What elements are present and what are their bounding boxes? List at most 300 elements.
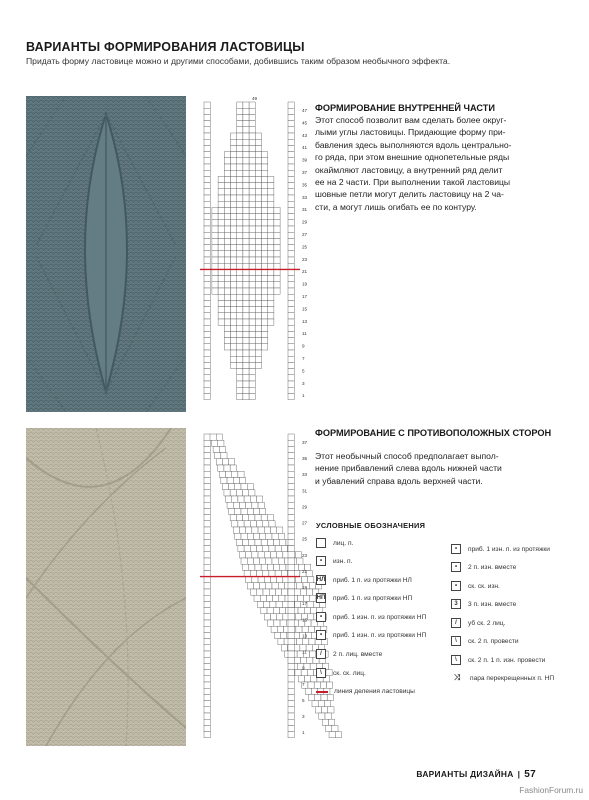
chart-cell bbox=[288, 465, 294, 471]
chart-cell bbox=[204, 164, 210, 170]
chart-cell bbox=[249, 226, 255, 232]
chart-cell bbox=[224, 195, 230, 201]
chart-cell bbox=[204, 446, 210, 452]
chart-cell bbox=[204, 657, 210, 663]
chart-cell bbox=[274, 214, 280, 220]
chart-cell bbox=[233, 477, 239, 483]
chart-cell bbox=[246, 577, 252, 583]
chart-cell bbox=[237, 189, 243, 195]
row-number: 5 bbox=[302, 368, 305, 374]
chart-cell bbox=[315, 707, 321, 713]
chart-cell bbox=[288, 570, 294, 576]
chart-cell bbox=[255, 362, 261, 368]
chart-cell bbox=[243, 288, 249, 294]
chart-cell bbox=[247, 583, 253, 589]
chart-cell bbox=[238, 546, 244, 552]
chart-cell bbox=[204, 201, 210, 207]
chart-cell bbox=[204, 375, 210, 381]
chart-cell bbox=[268, 251, 274, 257]
chart-cell bbox=[204, 381, 210, 387]
legend-item: НЛ приб. 1 п. из протяжки НЛ bbox=[316, 576, 412, 584]
chart-cell bbox=[237, 220, 243, 226]
chart-cell bbox=[318, 701, 324, 707]
chart-cell bbox=[231, 158, 237, 164]
chart-cell bbox=[255, 282, 261, 288]
chart-cell bbox=[249, 220, 255, 226]
chart-cell bbox=[204, 170, 210, 176]
section-body-opposite: Этот необычный способ предполагает выпол- нение прибавлений слева вдоль нижней части и убавлений справа вдоль верхней части. bbox=[315, 451, 502, 486]
chart-cell bbox=[243, 127, 249, 133]
footer-separator: | bbox=[517, 769, 521, 779]
chart-cell bbox=[237, 176, 243, 182]
chart-cell bbox=[237, 108, 243, 114]
chart-cell bbox=[264, 577, 270, 583]
chart-cell bbox=[260, 583, 266, 589]
chart-cell bbox=[308, 577, 314, 583]
chart-cell bbox=[237, 183, 243, 189]
row-number: 47 bbox=[302, 108, 308, 113]
chart-cell bbox=[262, 294, 268, 300]
page-footer bbox=[416, 769, 536, 780]
slip-purl-symbol: \ bbox=[451, 655, 461, 665]
chart-cell bbox=[294, 570, 300, 576]
chart-cell bbox=[204, 608, 210, 614]
chart-cell bbox=[305, 688, 311, 694]
chart-cell bbox=[224, 226, 230, 232]
row-number: 19 bbox=[302, 585, 308, 591]
chart-cell bbox=[275, 589, 281, 595]
chart-cell bbox=[224, 300, 230, 306]
chart-cell bbox=[268, 294, 274, 300]
chart-cell bbox=[249, 325, 255, 331]
chart-cell bbox=[255, 319, 261, 325]
chart-cell bbox=[288, 226, 294, 232]
chart-cell bbox=[243, 102, 249, 108]
chart-cell bbox=[268, 195, 274, 201]
chart-cell bbox=[204, 183, 210, 189]
chart-cell bbox=[263, 546, 269, 552]
chart-cell bbox=[281, 645, 287, 651]
chart-cell bbox=[224, 307, 230, 313]
chart-cell bbox=[272, 558, 278, 564]
chart-cell bbox=[237, 232, 243, 238]
chart-cell bbox=[288, 477, 294, 483]
knitted-gusset-photo-beige bbox=[26, 428, 186, 746]
chart-cell bbox=[224, 251, 230, 257]
row-number: 15 bbox=[302, 306, 308, 312]
chart-cell bbox=[236, 490, 242, 496]
chart-cell bbox=[237, 319, 243, 325]
chart-cell bbox=[268, 269, 274, 275]
chart-cell bbox=[237, 387, 243, 393]
legend-item: • приб. 1 изн. п. из протяжки НП bbox=[316, 612, 426, 622]
purl-increase-symbol: • bbox=[316, 612, 326, 622]
chart-cell bbox=[288, 139, 294, 145]
chart-cell bbox=[249, 245, 255, 251]
chart-cell bbox=[237, 393, 243, 399]
chart-cell bbox=[274, 620, 280, 626]
chart-cell bbox=[219, 471, 225, 477]
chart-cell bbox=[243, 313, 249, 319]
knit-stitch-symbol bbox=[316, 538, 326, 548]
chart-cell bbox=[243, 539, 249, 545]
chart-cell bbox=[212, 207, 218, 213]
chart-cell bbox=[294, 589, 300, 595]
chart-cell bbox=[269, 546, 275, 552]
p3tog-symbol: 3 bbox=[451, 599, 461, 609]
chart-cell bbox=[308, 626, 314, 632]
chart-cell bbox=[255, 238, 261, 244]
chart-cell bbox=[255, 226, 261, 232]
chart-cell bbox=[262, 232, 268, 238]
chart-cell bbox=[204, 539, 210, 545]
chart-cell bbox=[231, 257, 237, 263]
chart-cell bbox=[257, 521, 263, 527]
chart-cell bbox=[249, 490, 255, 496]
chart-cell bbox=[308, 682, 314, 688]
chart-cell bbox=[288, 564, 294, 570]
row-number: 35 bbox=[302, 456, 308, 462]
chart-cell bbox=[246, 552, 252, 558]
chart-cell bbox=[218, 245, 224, 251]
chart-cell bbox=[288, 632, 294, 638]
chart-cell bbox=[262, 164, 268, 170]
chart-cell bbox=[204, 251, 210, 257]
chart-cell bbox=[231, 362, 237, 368]
chart-cell bbox=[274, 226, 280, 232]
chart-cell bbox=[218, 195, 224, 201]
chart-cell bbox=[243, 375, 249, 381]
chart-cell bbox=[288, 245, 294, 251]
chart-cell bbox=[288, 257, 294, 263]
chart-cell bbox=[243, 564, 249, 570]
chart-cell bbox=[282, 589, 288, 595]
chart-cell bbox=[249, 170, 255, 176]
legend-title: УСЛОВНЫЕ ОБОЗНАЧЕНИЯ bbox=[316, 521, 426, 530]
chart-cell bbox=[262, 245, 268, 251]
chart-cell bbox=[322, 719, 328, 725]
chart-cell bbox=[224, 207, 230, 213]
chart-cell bbox=[274, 251, 280, 257]
chart-cell bbox=[322, 707, 328, 713]
chart-cell bbox=[224, 490, 230, 496]
chart-cell bbox=[288, 459, 294, 465]
chart-cell bbox=[231, 238, 237, 244]
chart-cell bbox=[237, 201, 243, 207]
chart-cell bbox=[204, 189, 210, 195]
chart-cell bbox=[243, 319, 249, 325]
section-title-inner: ФОРМИРОВАНИЕ ВНУТРЕННЕЙ ЧАСТИ bbox=[315, 103, 496, 113]
chart-cell bbox=[255, 158, 261, 164]
chart-cell bbox=[288, 201, 294, 207]
increase-right-symbol: НП bbox=[316, 595, 326, 601]
chart-cell bbox=[246, 502, 252, 508]
chart-cell bbox=[306, 589, 312, 595]
chart-cell bbox=[250, 546, 256, 552]
chart-cell bbox=[212, 440, 218, 446]
chart-cell bbox=[219, 446, 225, 452]
chart-cell bbox=[268, 276, 274, 282]
chart-cell bbox=[288, 719, 294, 725]
chart-cell bbox=[325, 713, 331, 719]
chart-cell bbox=[258, 552, 264, 558]
chart-cell bbox=[249, 369, 255, 375]
chart-cell bbox=[288, 127, 294, 133]
chart-cell bbox=[288, 713, 294, 719]
chart-cell bbox=[229, 484, 235, 490]
chart-cell bbox=[288, 558, 294, 564]
purl-increase-symbol: • bbox=[316, 630, 326, 640]
chart-cell bbox=[218, 214, 224, 220]
chart-cell bbox=[257, 496, 263, 502]
chart-cell bbox=[326, 725, 332, 731]
p2tog-symbol: • bbox=[451, 562, 461, 572]
chart-cell bbox=[212, 220, 218, 226]
chart-cell bbox=[249, 276, 255, 282]
chart-cell bbox=[243, 325, 249, 331]
chart-cell bbox=[268, 257, 274, 263]
chart-cell bbox=[243, 139, 249, 145]
chart-cell bbox=[204, 350, 210, 356]
chart-cell bbox=[218, 263, 224, 269]
chart-cell bbox=[235, 508, 241, 514]
legend-item: / уб ск. 2 лиц. bbox=[451, 618, 505, 628]
chart-cell bbox=[255, 164, 261, 170]
chart-cell bbox=[288, 195, 294, 201]
chart-cell bbox=[252, 552, 258, 558]
chart-cell bbox=[288, 238, 294, 244]
chart-cell bbox=[231, 307, 237, 313]
chart-cell bbox=[231, 226, 237, 232]
chart-cell bbox=[231, 152, 237, 158]
chart-cell bbox=[288, 369, 294, 375]
chart-cell bbox=[243, 257, 249, 263]
chart-cell bbox=[247, 533, 253, 539]
chart-cell bbox=[255, 257, 261, 263]
chart-cell bbox=[295, 552, 301, 558]
chart-cell bbox=[288, 645, 294, 651]
chart-cell bbox=[204, 133, 210, 139]
chart-cell bbox=[249, 257, 255, 263]
chart-cell bbox=[249, 238, 255, 244]
chart-cell bbox=[288, 502, 294, 508]
chart-cell bbox=[262, 300, 268, 306]
chart-cell bbox=[288, 701, 294, 707]
chart-cell bbox=[288, 300, 294, 306]
chart-cell bbox=[204, 521, 210, 527]
chart-cell bbox=[243, 158, 249, 164]
chart-cell bbox=[277, 527, 283, 533]
chart-cell bbox=[268, 238, 274, 244]
chart-cell bbox=[281, 632, 287, 638]
chart-cell bbox=[204, 369, 210, 375]
chart-cell bbox=[281, 546, 287, 552]
chart-cell bbox=[222, 484, 228, 490]
chart-cell bbox=[288, 276, 294, 282]
chart-cell bbox=[268, 620, 274, 626]
chart-cell bbox=[247, 484, 253, 490]
chart-cell bbox=[255, 189, 261, 195]
chart-cell bbox=[237, 344, 243, 350]
chart-cell bbox=[270, 614, 276, 620]
legend-item: • ск. ск. изн. bbox=[451, 581, 500, 591]
chart-cell bbox=[295, 601, 301, 607]
chart-cell bbox=[243, 238, 249, 244]
chart-cell bbox=[231, 214, 237, 220]
chart-cell bbox=[224, 189, 230, 195]
section-body-inner: Этот способ позволит вам сделать более округ- лыми углы ластовицы. Придающие форму при- бавления здесь выполняются вдоль центрально- го ряда, при этом внешние однопетельные ряды окаймляют ластовицу, а внутренний ряд делит ее на 2 части. При выполнении такой ластовицы шовные петли могут делить ластовицу на 2 ча- сти, а могут лишь огибать ее по контуру. bbox=[315, 115, 512, 212]
chart-cell bbox=[212, 263, 218, 269]
chart-cell bbox=[250, 521, 256, 527]
chart-cell bbox=[231, 133, 237, 139]
chart-cell bbox=[235, 533, 241, 539]
increase-left-symbol: НЛ bbox=[316, 577, 326, 583]
chart-cell bbox=[264, 552, 270, 558]
chart-cell bbox=[237, 257, 243, 263]
chart-cell bbox=[243, 232, 249, 238]
chart-cell bbox=[241, 558, 247, 564]
slip-two-symbol: \ bbox=[451, 636, 461, 646]
chart-cell bbox=[243, 108, 249, 114]
chart-cell bbox=[324, 701, 330, 707]
chart-cell bbox=[204, 307, 210, 313]
row-number: 49 bbox=[252, 96, 258, 101]
chart-cell bbox=[268, 288, 274, 294]
chart-cell bbox=[204, 632, 210, 638]
chart-cell bbox=[243, 369, 249, 375]
chart-cell bbox=[288, 471, 294, 477]
chart-cell bbox=[204, 570, 210, 576]
chart-cell bbox=[204, 732, 210, 738]
row-number: 13 bbox=[302, 633, 308, 639]
chart-cell bbox=[249, 344, 255, 350]
chart-cell bbox=[237, 121, 243, 127]
chart-cell bbox=[243, 145, 249, 151]
chart-cell bbox=[288, 114, 294, 120]
chart-cell bbox=[327, 694, 333, 700]
chart-cell bbox=[204, 558, 210, 564]
legend-item: НП приб. 1 п. из протяжки НП bbox=[316, 594, 413, 602]
chart-cell bbox=[218, 226, 224, 232]
chart-cell bbox=[274, 257, 280, 263]
chart-cell bbox=[227, 477, 233, 483]
chart-cell bbox=[288, 170, 294, 176]
chart-cell bbox=[241, 533, 247, 539]
chart-cell bbox=[303, 639, 309, 645]
chart-cell bbox=[221, 477, 227, 483]
chart-cell bbox=[281, 570, 287, 576]
chart-cell bbox=[288, 670, 294, 676]
chart-cell bbox=[204, 294, 210, 300]
chart-cell bbox=[224, 331, 230, 337]
chart-cell bbox=[231, 319, 237, 325]
chart-cell bbox=[288, 251, 294, 257]
row-number: 27 bbox=[302, 520, 308, 526]
chart-cell bbox=[221, 453, 227, 459]
chart-cell bbox=[277, 626, 283, 632]
chart-cell bbox=[288, 220, 294, 226]
chart-cell bbox=[231, 263, 237, 269]
chart-cell bbox=[212, 245, 218, 251]
row-number: 25 bbox=[302, 244, 308, 250]
chart-cell bbox=[231, 164, 237, 170]
chart-cell bbox=[280, 564, 286, 570]
chart-cell bbox=[237, 251, 243, 257]
chart-cell bbox=[243, 282, 249, 288]
chart-cell bbox=[224, 176, 230, 182]
chart-cell bbox=[307, 657, 313, 663]
chart-cell bbox=[249, 251, 255, 257]
chart-cell bbox=[288, 515, 294, 521]
chart-cell bbox=[218, 220, 224, 226]
chart-cell bbox=[243, 515, 249, 521]
chart-cell bbox=[274, 288, 280, 294]
chart-cell bbox=[252, 502, 258, 508]
chart-cell bbox=[288, 620, 294, 626]
legend-item: лиц. п. bbox=[316, 538, 353, 548]
chart-cell bbox=[262, 226, 268, 232]
chart-cell bbox=[253, 533, 259, 539]
chart-cell bbox=[224, 164, 230, 170]
chart-cell bbox=[296, 626, 302, 632]
chart-cell bbox=[288, 164, 294, 170]
chart-cell bbox=[237, 207, 243, 213]
chart-cell bbox=[288, 440, 294, 446]
chart-cell bbox=[268, 245, 274, 251]
legend-item: • приб. 1 изн. п. из протяжки НП bbox=[316, 630, 426, 640]
chart-cell bbox=[269, 521, 275, 527]
chart-cell bbox=[237, 145, 243, 151]
chart-cell bbox=[288, 595, 294, 601]
chart-cell bbox=[294, 657, 300, 663]
chart-cell bbox=[249, 114, 255, 120]
chart-cell bbox=[272, 583, 278, 589]
chart-cell bbox=[226, 496, 232, 502]
chart-cell bbox=[255, 145, 261, 151]
row-number: 39 bbox=[302, 157, 308, 163]
chart-cell bbox=[249, 282, 255, 288]
chart-cell bbox=[204, 626, 210, 632]
chart-cell bbox=[273, 595, 279, 601]
chart-cell bbox=[288, 102, 294, 108]
chart-cell bbox=[204, 601, 210, 607]
chart-cell bbox=[224, 269, 230, 275]
chart-cell bbox=[250, 570, 256, 576]
chart-cell bbox=[249, 158, 255, 164]
chart-cell bbox=[204, 515, 210, 521]
chart-cell bbox=[268, 220, 274, 226]
chart-cell bbox=[247, 508, 253, 514]
chart-cell bbox=[319, 713, 325, 719]
row-number: 5 bbox=[302, 697, 305, 703]
chart-cell bbox=[224, 319, 230, 325]
chart-cell bbox=[288, 533, 294, 539]
chart-cell bbox=[237, 102, 243, 108]
chart-cell bbox=[268, 282, 274, 288]
chart-cell bbox=[231, 189, 237, 195]
chart-cell bbox=[243, 176, 249, 182]
chart-cell bbox=[288, 682, 294, 688]
chart-cell bbox=[231, 338, 237, 344]
chart-cell bbox=[237, 338, 243, 344]
chart-cell bbox=[255, 338, 261, 344]
chart-cell bbox=[224, 232, 230, 238]
chart-cell bbox=[255, 139, 261, 145]
chart-cell bbox=[204, 527, 210, 533]
chart-cell bbox=[216, 434, 222, 440]
purl-increase-symbol: • bbox=[451, 544, 461, 554]
chart-cell bbox=[288, 307, 294, 313]
